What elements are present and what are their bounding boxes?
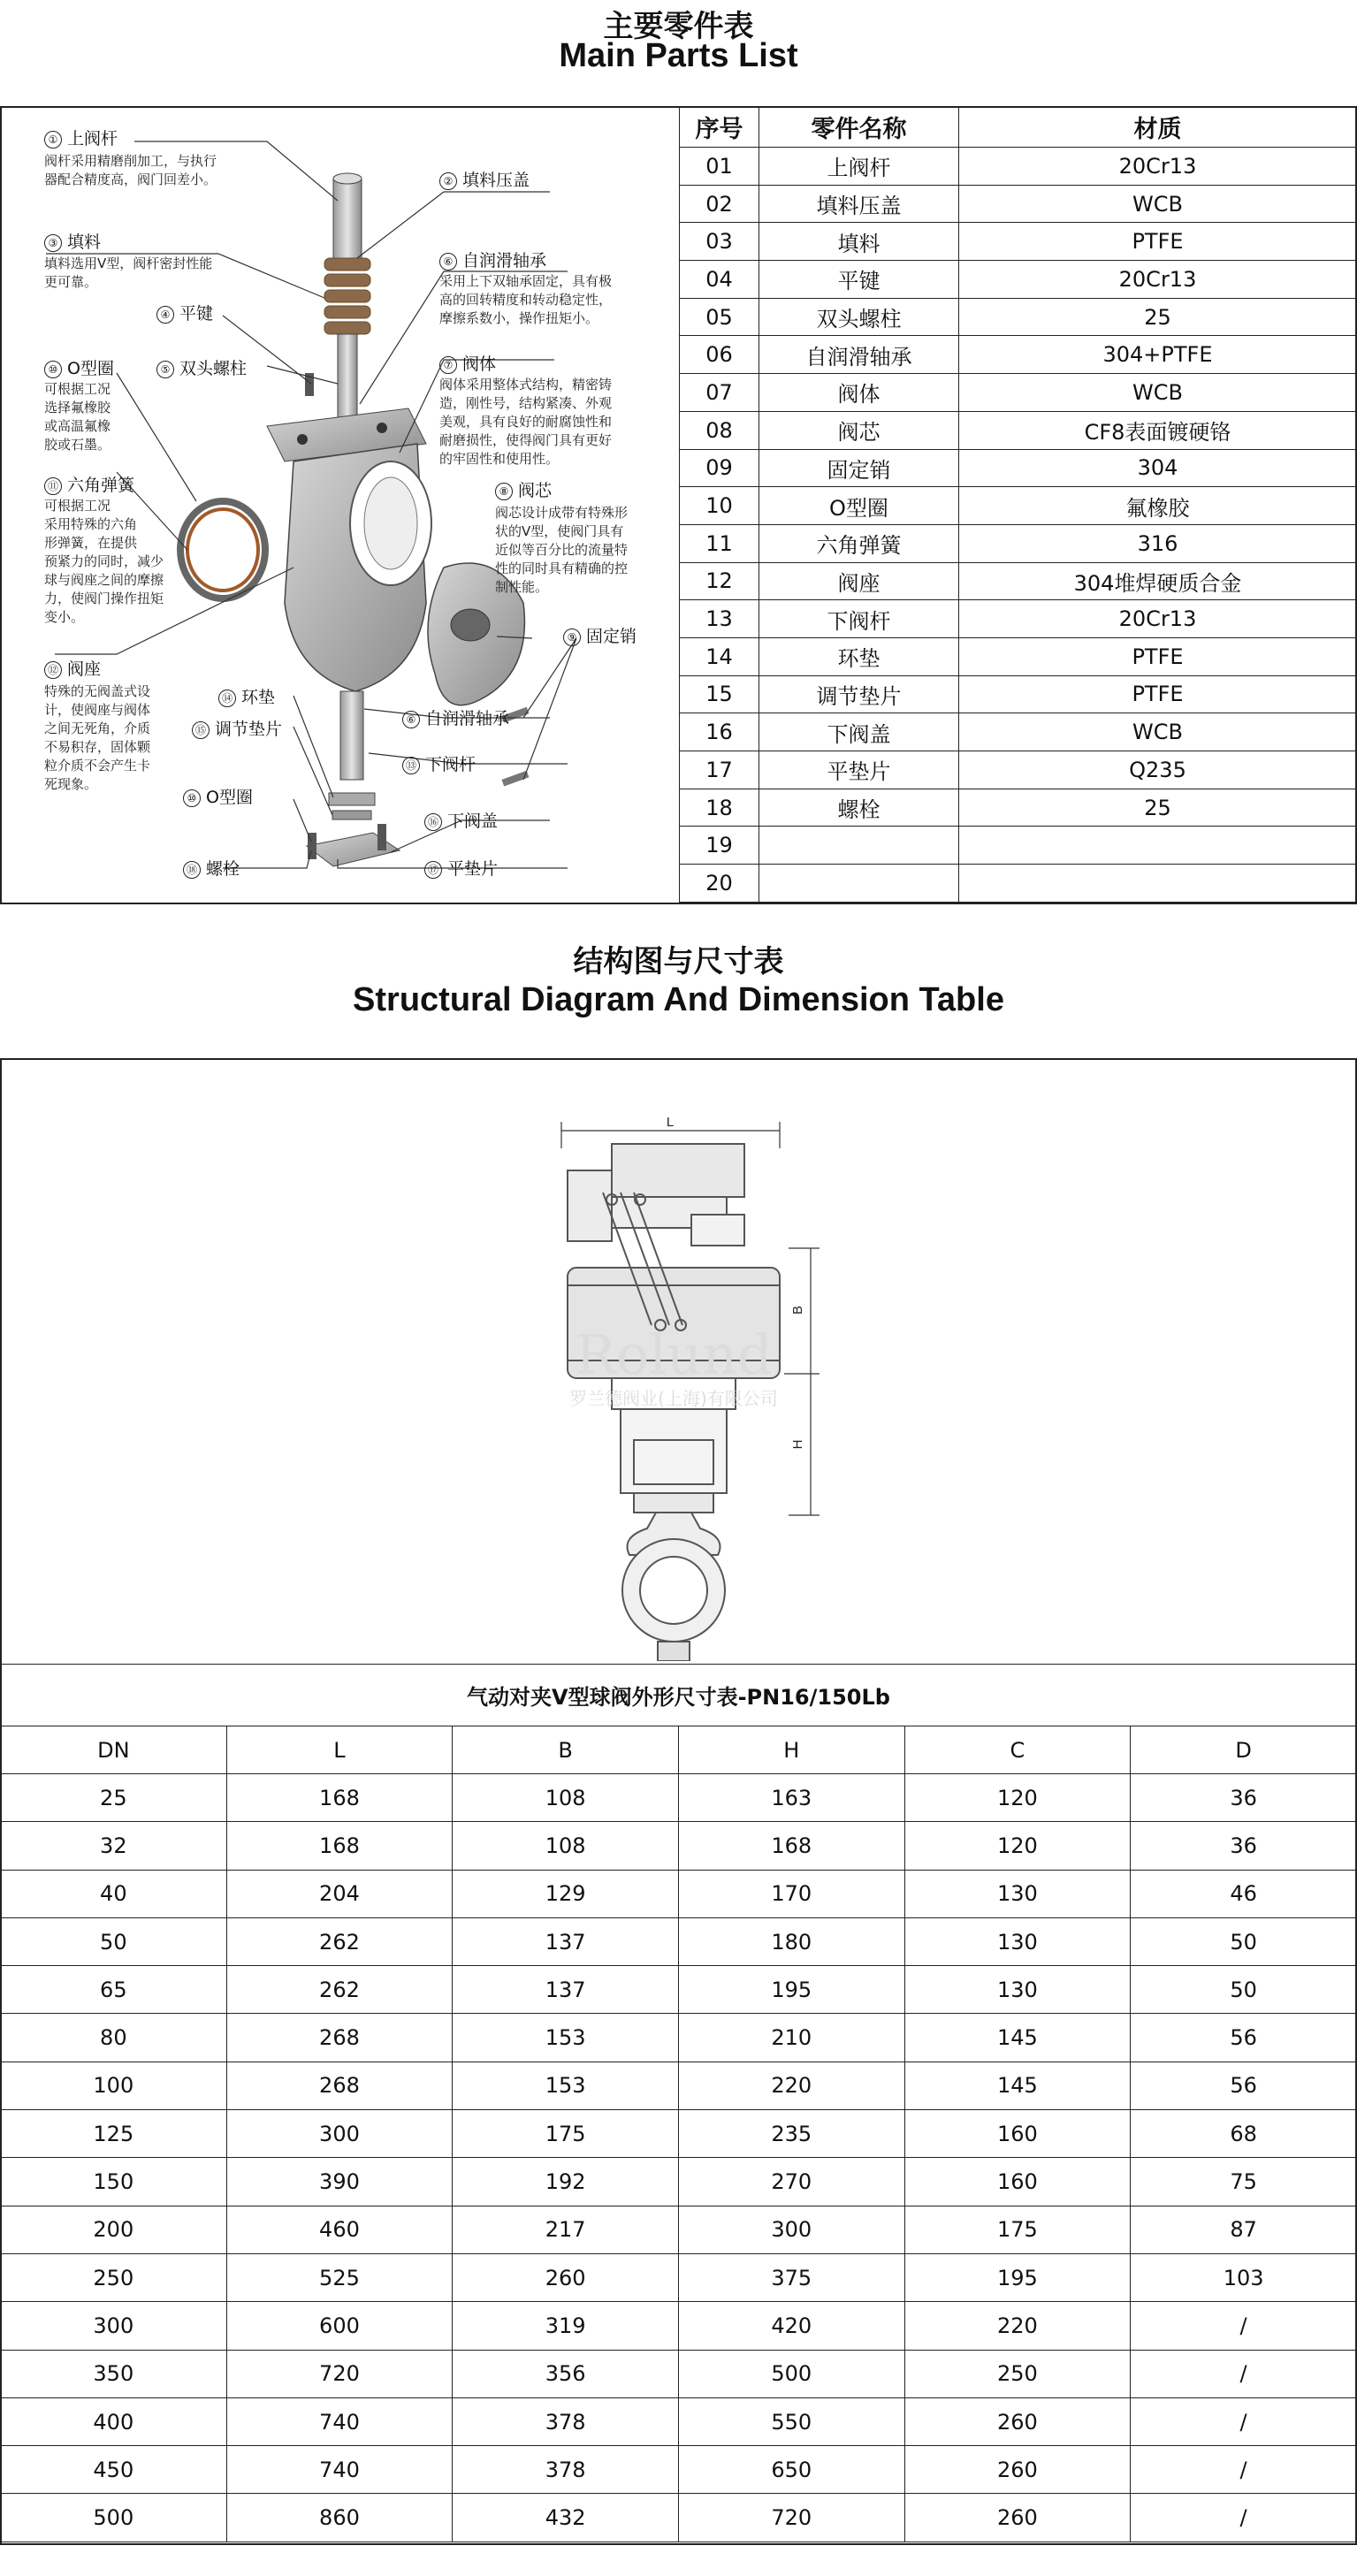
- header-part-name: 零件名称: [759, 107, 959, 148]
- table-row: [1, 2446, 1357, 2494]
- section1-title-en: Main Parts List: [559, 37, 798, 74]
- cell-part-name: 双头螺柱: [759, 298, 959, 336]
- cell-part-name: 环垫: [759, 637, 959, 675]
- cell-h: 235: [678, 2110, 904, 2158]
- cell-l: 204: [226, 1870, 453, 1917]
- table-row: [1, 2110, 1357, 2158]
- note-7: 阀体采用整体式结构，精密铸 造，刚性号，结构紧凑、外观 美观，具有良好的耐腐蚀性和 耐磨损性，使得阀门具有更好 的牢固性和使用性。: [439, 377, 613, 467]
- cell-c: 145: [904, 2062, 1131, 2109]
- cell-h: 168: [678, 1822, 904, 1870]
- cell-dn: 350: [1, 2350, 227, 2397]
- cell-part-name: 上阀杆: [759, 148, 959, 186]
- cell-b: 153: [453, 2014, 679, 2062]
- cell-d: /: [1131, 2302, 1357, 2350]
- cell-part-name: 阀芯: [759, 411, 959, 449]
- cell-h: 300: [678, 2206, 904, 2253]
- cell-material: 25: [959, 789, 1357, 827]
- dim-label-l: L: [666, 1115, 675, 1130]
- cell-material: WCB: [959, 185, 1357, 223]
- callout-9: ⑨ 固定销: [563, 623, 637, 647]
- header-index: 序号: [680, 107, 759, 148]
- cell-h: 210: [678, 2014, 904, 2062]
- callout-5: ⑤ 双头螺柱: [156, 355, 247, 379]
- cell-part-name: 下阀盖: [759, 713, 959, 751]
- cell-c: 260: [904, 2397, 1131, 2445]
- callout-10: ⑩ O型圈: [44, 355, 114, 379]
- table-row: [680, 298, 1357, 336]
- cell-h: 550: [678, 2397, 904, 2445]
- cell-l: 860: [226, 2494, 453, 2542]
- dim-label-b: B: [790, 1305, 805, 1315]
- table-row: [680, 827, 1357, 865]
- callout-10b: ⑩ O型圈: [183, 784, 253, 808]
- cell-part-name: 自润滑轴承: [759, 336, 959, 374]
- cell-dn: 125: [1, 2110, 227, 2158]
- section1-title-cn: 主要零件表: [603, 9, 754, 44]
- cell-dn: 65: [1, 1966, 227, 2014]
- cell-b: 217: [453, 2206, 679, 2253]
- cell-material: 316: [959, 524, 1357, 562]
- exploded-view: [2, 108, 681, 903]
- note-1: 阀杆采用精磨削加工，与执行 器配合精度高，阀门回差小。: [44, 153, 217, 187]
- header-b: B: [453, 1726, 679, 1774]
- cell-d: 50: [1131, 1917, 1357, 1965]
- table-row: [680, 223, 1357, 261]
- cell-part-name: [759, 827, 959, 865]
- header-h: H: [678, 1726, 904, 1774]
- cell-index: 05: [680, 298, 759, 336]
- cell-d: /: [1131, 2350, 1357, 2397]
- table-row: [1, 2206, 1357, 2253]
- cell-h: 180: [678, 1917, 904, 1965]
- cell-l: 300: [226, 2110, 453, 2158]
- table-row: [680, 562, 1357, 600]
- table-row: [680, 865, 1357, 903]
- cell-c: 160: [904, 2110, 1131, 2158]
- cell-c: 260: [904, 2446, 1131, 2494]
- table-row: [680, 374, 1357, 412]
- table-row: [1, 2062, 1357, 2109]
- table-row: [1, 2302, 1357, 2350]
- cell-b: 137: [453, 1966, 679, 2014]
- header-dn: DN: [1, 1726, 227, 1774]
- cell-part-name: O型圈: [759, 487, 959, 525]
- cell-d: 56: [1131, 2014, 1357, 2062]
- cell-index: 18: [680, 789, 759, 827]
- table-row: [1, 2397, 1357, 2445]
- cell-material: 20Cr13: [959, 148, 1357, 186]
- cell-l: 720: [226, 2350, 453, 2397]
- dimension-table: [0, 1664, 1357, 2542]
- callout-6b: ⑥ 自润滑轴承: [402, 705, 509, 729]
- header-c: C: [904, 1726, 1131, 1774]
- cell-h: 375: [678, 2253, 904, 2301]
- cell-dn: 50: [1, 1917, 227, 1965]
- cell-d: 103: [1131, 2253, 1357, 2301]
- table-row: [680, 600, 1357, 638]
- cell-material: 氟橡胶: [959, 487, 1357, 525]
- table-row: [1, 2350, 1357, 2397]
- diagram-watermark-sub: 罗兰德阀业(上海)有限公司: [569, 1388, 778, 1409]
- header-l: L: [226, 1726, 453, 1774]
- cell-h: 420: [678, 2302, 904, 2350]
- cell-part-name: 填料压盖: [759, 185, 959, 223]
- cell-l: 525: [226, 2253, 453, 2301]
- table-row: [680, 675, 1357, 713]
- callout-8: ⑧ 阀芯: [495, 477, 552, 501]
- cell-b: 192: [453, 2158, 679, 2206]
- cell-b: 432: [453, 2494, 679, 2542]
- callout-6: ⑥ 自润滑轴承: [439, 248, 546, 271]
- callout-2: ② 填料压盖: [439, 167, 530, 191]
- cell-c: 260: [904, 2494, 1131, 2542]
- diagram-watermark: Rolund: [575, 1322, 773, 1387]
- cell-index: 08: [680, 411, 759, 449]
- cell-d: 87: [1131, 2206, 1357, 2253]
- cell-b: 108: [453, 1822, 679, 1870]
- cell-d: 46: [1131, 1870, 1357, 1917]
- table-row: [680, 487, 1357, 525]
- cell-index: 06: [680, 336, 759, 374]
- table-row: [1, 2014, 1357, 2062]
- cell-material: PTFE: [959, 637, 1357, 675]
- cell-material: 25: [959, 298, 1357, 336]
- cell-b: 153: [453, 2062, 679, 2109]
- cell-b: 378: [453, 2397, 679, 2445]
- callout-13: ⑬ 下阀杆: [402, 751, 476, 775]
- cell-index: 10: [680, 487, 759, 525]
- cell-index: 04: [680, 261, 759, 299]
- cell-h: 170: [678, 1870, 904, 1917]
- dimension-table-caption-row: [1, 1665, 1357, 1726]
- cell-material: 304+PTFE: [959, 336, 1357, 374]
- note-6: 采用上下双轴承固定，具有极 高的回转精度和转动稳定性， 摩擦系数小，操作扭矩小。: [439, 273, 613, 326]
- cell-c: 145: [904, 2014, 1131, 2062]
- cell-b: 319: [453, 2302, 679, 2350]
- cell-part-name: 调节垫片: [759, 675, 959, 713]
- cell-d: 50: [1131, 1966, 1357, 2014]
- cell-part-name: 下阀杆: [759, 600, 959, 638]
- cell-material: CF8表面镀硬铬: [959, 411, 1357, 449]
- table-row: [680, 261, 1357, 299]
- cell-b: 137: [453, 1917, 679, 1965]
- cell-material: [959, 827, 1357, 865]
- cell-material: 304: [959, 449, 1357, 487]
- cell-dn: 80: [1, 2014, 227, 2062]
- cell-h: 720: [678, 2494, 904, 2542]
- table-row: [1, 1774, 1357, 1822]
- section2-title-cn: 结构图与尺寸表: [573, 944, 784, 979]
- cell-index: 16: [680, 713, 759, 751]
- table-row: [1, 1870, 1357, 1917]
- header-d: D: [1131, 1726, 1357, 1774]
- cell-c: 195: [904, 2253, 1131, 2301]
- cell-material: [959, 865, 1357, 903]
- cell-h: 163: [678, 1774, 904, 1822]
- table-row: [680, 449, 1357, 487]
- cell-dn: 100: [1, 2062, 227, 2109]
- cell-d: 75: [1131, 2158, 1357, 2206]
- cell-dn: 500: [1, 2494, 227, 2542]
- parts-section: [0, 106, 1357, 904]
- cell-h: 500: [678, 2350, 904, 2397]
- note-3: 填料选用V型，阀杆密封性能 更可靠。: [44, 255, 213, 290]
- cell-l: 600: [226, 2302, 453, 2350]
- cell-d: 56: [1131, 2062, 1357, 2109]
- table-row: [680, 751, 1357, 789]
- cell-material: WCB: [959, 374, 1357, 412]
- cell-part-name: 六角弹簧: [759, 524, 959, 562]
- cell-index: 14: [680, 637, 759, 675]
- table-row: [680, 185, 1357, 223]
- cell-dn: 32: [1, 1822, 227, 1870]
- section2-title-en: Structural Diagram And Dimension Table: [353, 981, 1004, 1018]
- cell-b: 260: [453, 2253, 679, 2301]
- table-row: [1, 1822, 1357, 1870]
- cell-dn: 25: [1, 1774, 227, 1822]
- parts-table-header: [680, 107, 1357, 148]
- cell-dn: 400: [1, 2397, 227, 2445]
- cell-l: 262: [226, 1917, 453, 1965]
- diagram-section: [0, 1058, 1357, 2545]
- cell-material: 304堆焊硬质合金: [959, 562, 1357, 600]
- cell-c: 175: [904, 2206, 1131, 2253]
- cell-d: 36: [1131, 1822, 1357, 1870]
- cell-c: 120: [904, 1774, 1131, 1822]
- callout-3: ③ 填料: [44, 229, 101, 253]
- cell-material: 20Cr13: [959, 600, 1357, 638]
- cell-dn: 200: [1, 2206, 227, 2253]
- table-row: [680, 336, 1357, 374]
- cell-dn: 250: [1, 2253, 227, 2301]
- cell-part-name: 阀体: [759, 374, 959, 412]
- cell-index: 09: [680, 449, 759, 487]
- cell-d: /: [1131, 2446, 1357, 2494]
- dimension-table-caption: 气动对夹V型球阀外形尺寸表-PN16/150Lb: [1, 1665, 1357, 1726]
- callout-4: ④ 平键: [156, 301, 213, 324]
- cell-l: 262: [226, 1966, 453, 2014]
- callout-16: ⑯ 下阀盖: [424, 808, 498, 832]
- cell-index: 01: [680, 148, 759, 186]
- cell-h: 195: [678, 1966, 904, 2014]
- cell-c: 130: [904, 1917, 1131, 1965]
- cell-part-name: 平键: [759, 261, 959, 299]
- callout-15: ⑮ 调节垫片: [192, 716, 282, 740]
- callout-11: ⑪ 六角弹簧: [44, 472, 134, 496]
- table-row: [680, 411, 1357, 449]
- cell-index: 17: [680, 751, 759, 789]
- cell-b: 378: [453, 2446, 679, 2494]
- cell-c: 220: [904, 2302, 1131, 2350]
- callout-7: ⑦ 阀体: [439, 351, 496, 375]
- cell-l: 168: [226, 1822, 453, 1870]
- cell-index: 07: [680, 374, 759, 412]
- table-row: [1, 2158, 1357, 2206]
- cell-l: 390: [226, 2158, 453, 2206]
- cell-c: 120: [904, 1822, 1131, 1870]
- cell-b: 175: [453, 2110, 679, 2158]
- callout-17: ⑰ 平垫片: [424, 856, 498, 880]
- cell-index: 20: [680, 865, 759, 903]
- table-row: [1, 1917, 1357, 1965]
- cell-index: 03: [680, 223, 759, 261]
- table-row: [1, 1966, 1357, 2014]
- callout-18: ⑱ 螺栓: [183, 856, 240, 880]
- cell-material: WCB: [959, 713, 1357, 751]
- table-row: [680, 789, 1357, 827]
- note-12: 特殊的无阀盖式设 计，使阀座与阀体 之间无死角，介质 不易积存，固体颗 粒介质不会产生卡 死现象。: [44, 683, 151, 792]
- cell-c: 130: [904, 1966, 1131, 2014]
- cell-d: 36: [1131, 1774, 1357, 1822]
- structural-diagram: [2, 1060, 1355, 1661]
- cell-dn: 40: [1, 1870, 227, 1917]
- note-11: 可根据工况 采用特殊的六角 形弹簧，在提供 预紧力的同时，减少 球与阀座之间的摩擦 力，使阀门操作扭矩 变小。: [44, 498, 164, 625]
- table-row: [680, 524, 1357, 562]
- cell-b: 356: [453, 2350, 679, 2397]
- dimension-table-header: [1, 1726, 1357, 1774]
- cell-material: Q235: [959, 751, 1357, 789]
- cell-d: 68: [1131, 2110, 1357, 2158]
- cell-c: 250: [904, 2350, 1131, 2397]
- cell-part-name: 螺栓: [759, 789, 959, 827]
- cell-h: 270: [678, 2158, 904, 2206]
- cell-h: 220: [678, 2062, 904, 2109]
- cell-b: 129: [453, 1870, 679, 1917]
- note-8: 阀芯设计成带有特殊形 状的V型，使阀门具有 近似等百分比的流量特 性的同时具有精确的控 制性能。: [495, 505, 629, 595]
- cell-l: 268: [226, 2062, 453, 2109]
- table-row: [680, 713, 1357, 751]
- cell-part-name: 固定销: [759, 449, 959, 487]
- cell-index: 02: [680, 185, 759, 223]
- cell-d: /: [1131, 2494, 1357, 2542]
- cell-l: 740: [226, 2397, 453, 2445]
- cell-index: 19: [680, 827, 759, 865]
- cell-l: 740: [226, 2446, 453, 2494]
- callout-12: ⑫ 阀座: [44, 656, 101, 680]
- callout-1: ① 上阀杆: [44, 126, 118, 149]
- cell-index: 13: [680, 600, 759, 638]
- cell-l: 268: [226, 2014, 453, 2062]
- cell-dn: 150: [1, 2158, 227, 2206]
- cell-l: 168: [226, 1774, 453, 1822]
- callout-14: ⑭ 环垫: [218, 684, 275, 708]
- cell-c: 160: [904, 2158, 1131, 2206]
- cell-material: PTFE: [959, 223, 1357, 261]
- cell-part-name: [759, 865, 959, 903]
- table-row: [1, 2494, 1357, 2542]
- cell-index: 11: [680, 524, 759, 562]
- cell-part-name: 阀座: [759, 562, 959, 600]
- cell-dn: 300: [1, 2302, 227, 2350]
- cell-l: 460: [226, 2206, 453, 2253]
- table-row: [680, 148, 1357, 186]
- table-row: [680, 637, 1357, 675]
- cell-part-name: 平垫片: [759, 751, 959, 789]
- cell-c: 130: [904, 1870, 1131, 1917]
- table-row: [1, 2253, 1357, 2301]
- header-material: 材质: [959, 107, 1357, 148]
- dim-label-h: H: [790, 1439, 805, 1450]
- cell-b: 108: [453, 1774, 679, 1822]
- cell-d: /: [1131, 2397, 1357, 2445]
- parts-table: [679, 106, 1357, 903]
- cell-index: 15: [680, 675, 759, 713]
- cell-material: 20Cr13: [959, 261, 1357, 299]
- note-10: 可根据工况 选择氟橡胶 或高温氟橡 胶或石墨。: [44, 381, 111, 453]
- cell-part-name: 填料: [759, 223, 959, 261]
- cell-material: PTFE: [959, 675, 1357, 713]
- cell-index: 12: [680, 562, 759, 600]
- cell-dn: 450: [1, 2446, 227, 2494]
- cell-h: 650: [678, 2446, 904, 2494]
